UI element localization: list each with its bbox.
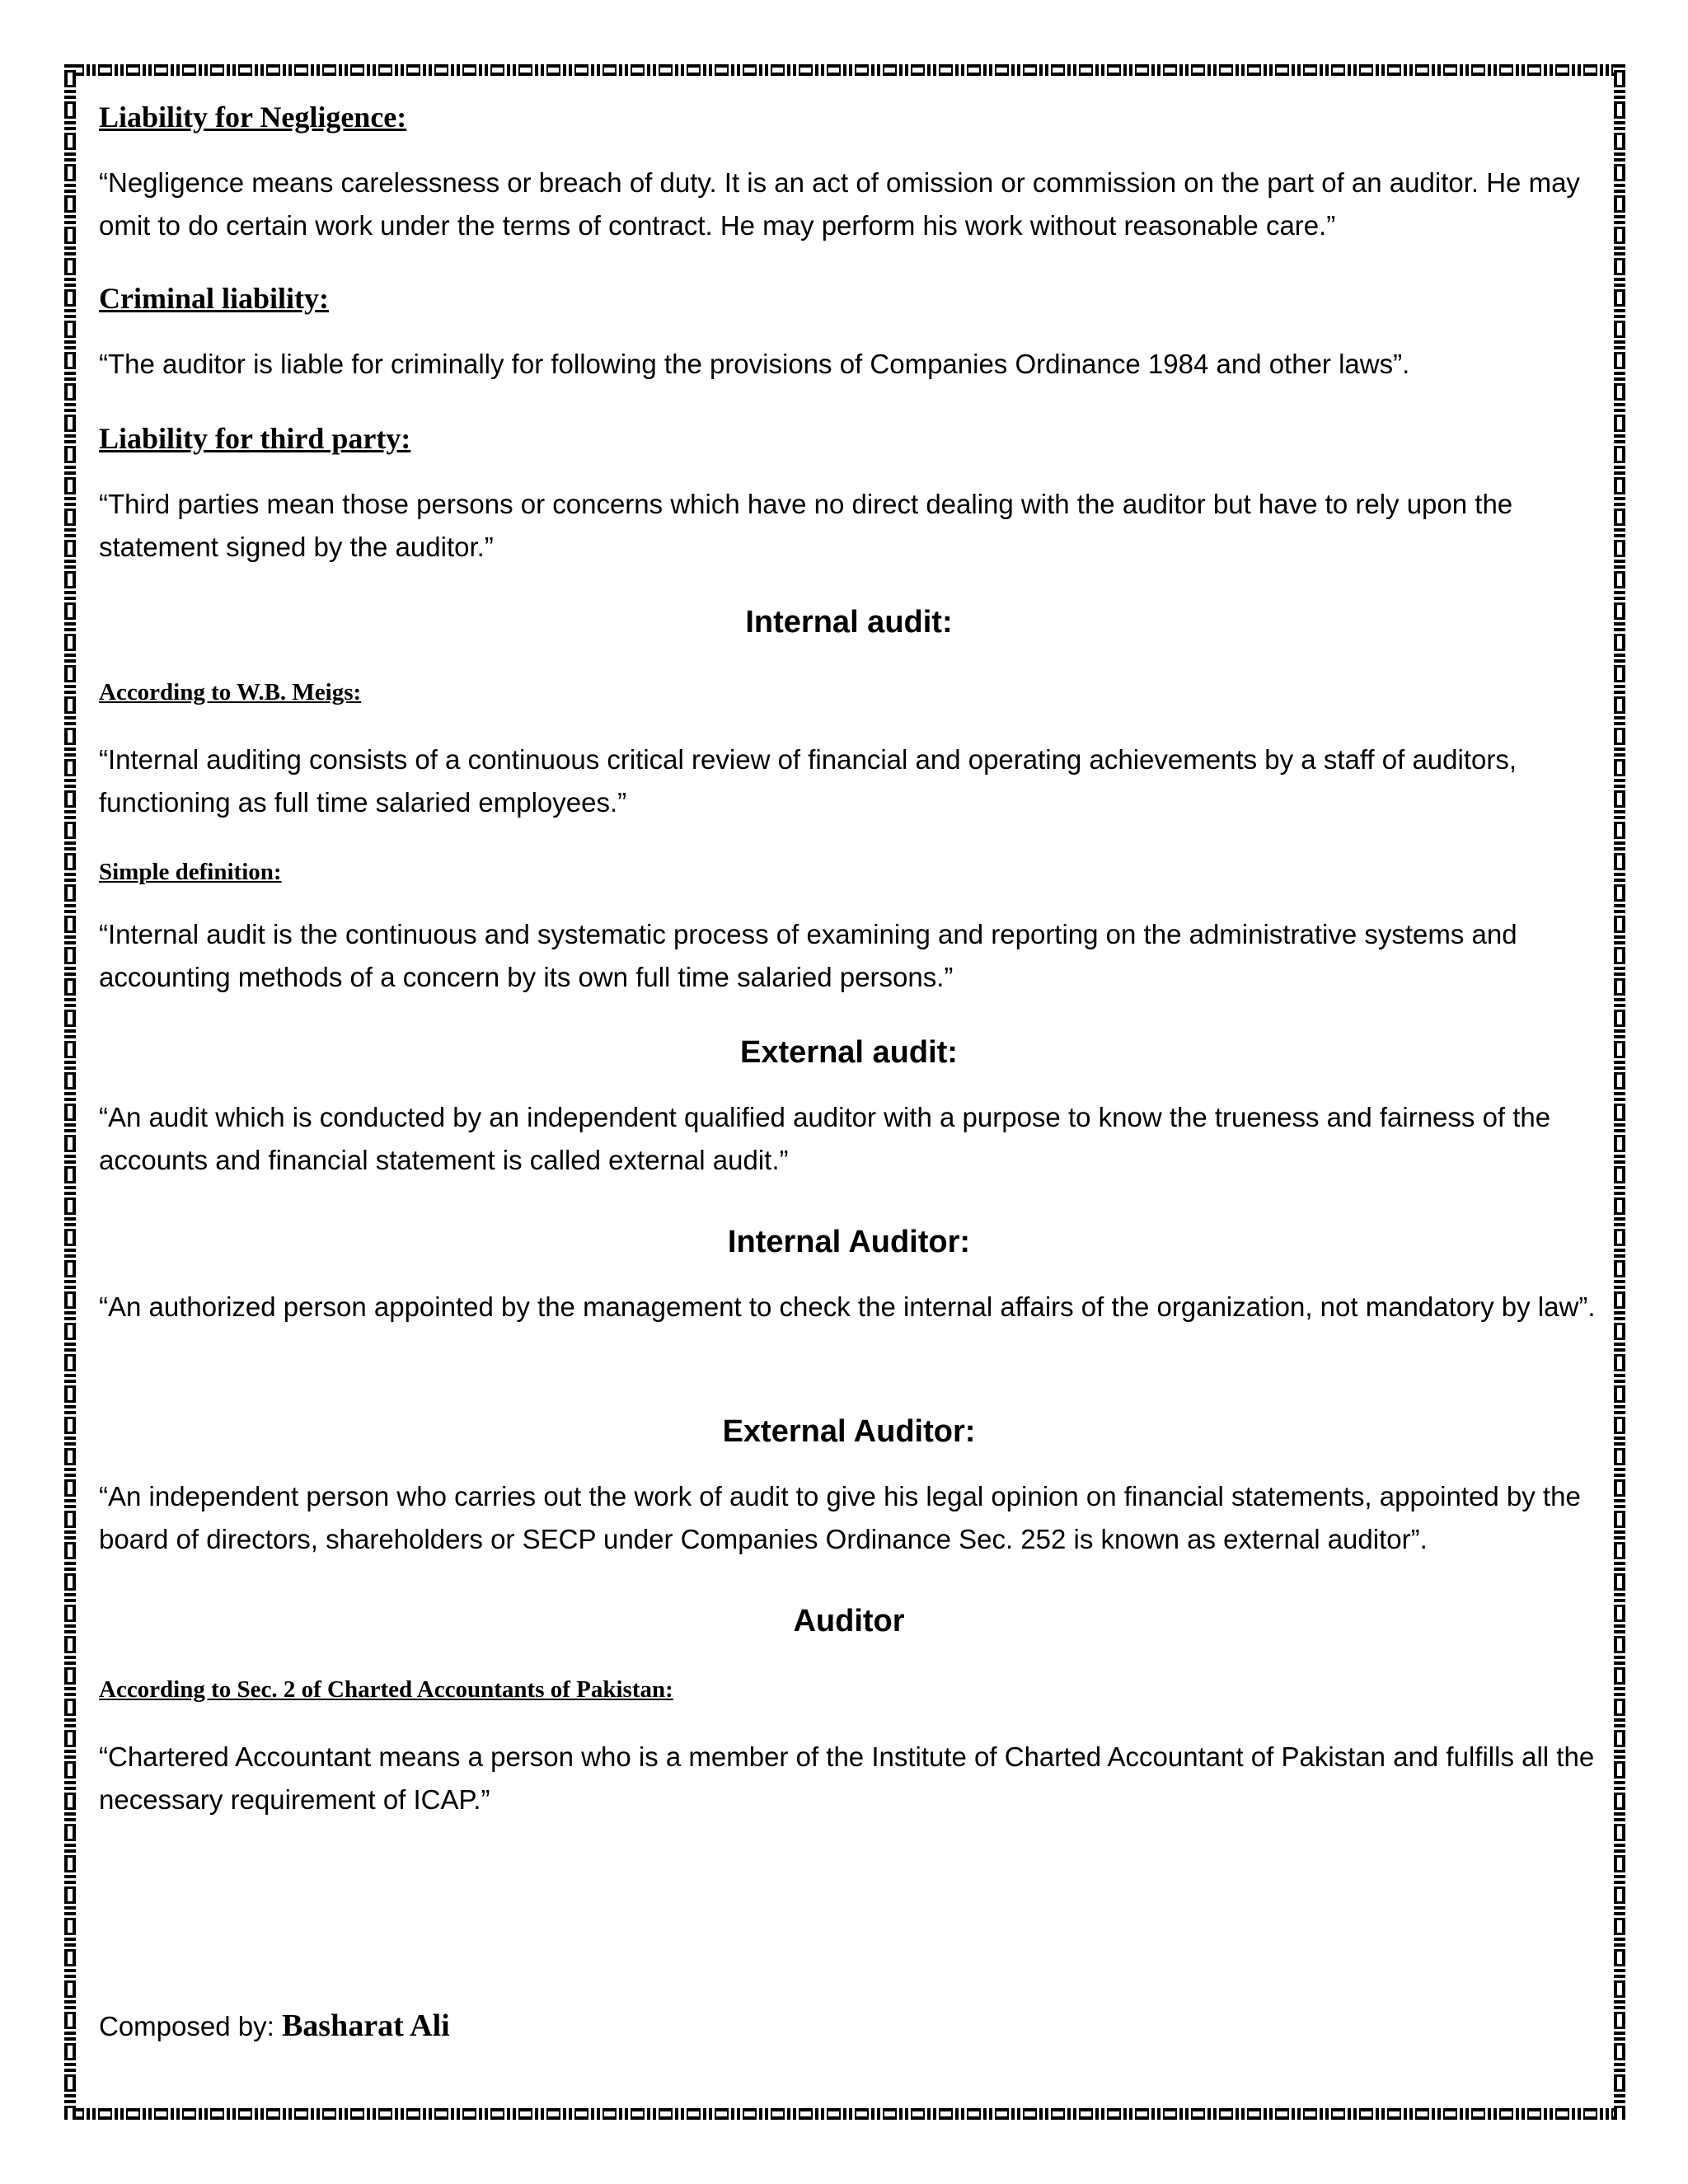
- heading-negligence: Liability for Negligence:: [99, 101, 407, 134]
- text-auditor: “Chartered Accountant means a person who is a member of the Institute of Charted Accountant of Pakistan and fulfills all the necessary requirement of ICAP.”: [99, 1741, 1595, 1815]
- border-top: [64, 64, 1625, 76]
- text-negligence: “Negligence means carelessness or breach of duty. It is an act of omission or commission on the part of an auditor. He may omit to do certain work under the terms of contract. He may perform his work without reasonable care.”: [99, 167, 1580, 241]
- text-internal-audit-meigs: “Internal auditing consists of a continuous critical review of financial and operating achievements by a staff of auditors, functioning as full time salaried employees.”: [99, 744, 1517, 818]
- subheading-charted-accountants: According to Sec. 2 of Charted Accountants of Pakistan:: [99, 1676, 673, 1703]
- heading-auditor: Auditor: [793, 1604, 905, 1638]
- text-criminal: “The auditor is liable for criminally for following the provisions of Companies Ordinance 1984 and other laws”.: [99, 349, 1410, 379]
- text-external-auditor: “An independent person who carries out the work of audit to give his legal opinion on financial statements, appointed by the board of directors, shareholders or SECP under Companies Ordinance Sec. 252 is known as external auditor”.: [99, 1481, 1581, 1554]
- heading-third-party: Liability for third party:: [99, 422, 411, 455]
- subheading-simple-definition: Simple definition:: [99, 859, 282, 885]
- text-internal-audit-simple: “Internal audit is the continuous and systematic process of examining and reporting on the administrative systems and accounting methods of a concern by its own full time salaried persons.”: [99, 919, 1517, 992]
- heading-internal-auditor: Internal Auditor:: [727, 1225, 971, 1259]
- footer-composed-by: [99, 2004, 1599, 2048]
- subheading-meigs: According to W.B. Meigs:: [99, 679, 362, 705]
- heading-criminal: Criminal liability:: [99, 282, 329, 315]
- border-right: [1614, 64, 1625, 2120]
- border-bottom: [64, 2108, 1625, 2120]
- heading-external-audit: External audit:: [740, 1035, 958, 1070]
- footer-author: Basharat Ali: [281, 2008, 450, 2043]
- text-internal-auditor: “An authorized person appointed by the management to check the internal affairs of the organization, not mandatory by law”.: [99, 1291, 1596, 1322]
- border-left: [64, 64, 76, 2120]
- footer-label: Composed by:: [99, 2011, 282, 2041]
- heading-external-auditor: External Auditor:: [722, 1414, 976, 1449]
- text-third-party: “Third parties mean those persons or concerns which have no direct dealing with the auditor but have to rely upon the statement signed by the auditor.”: [99, 489, 1513, 562]
- text-external-audit: “An audit which is conducted by an independent qualified auditor with a purpose to know the trueness and fairness of the accounts and financial statement is called external audit.”: [99, 1102, 1551, 1175]
- heading-internal-audit: Internal audit:: [745, 605, 953, 640]
